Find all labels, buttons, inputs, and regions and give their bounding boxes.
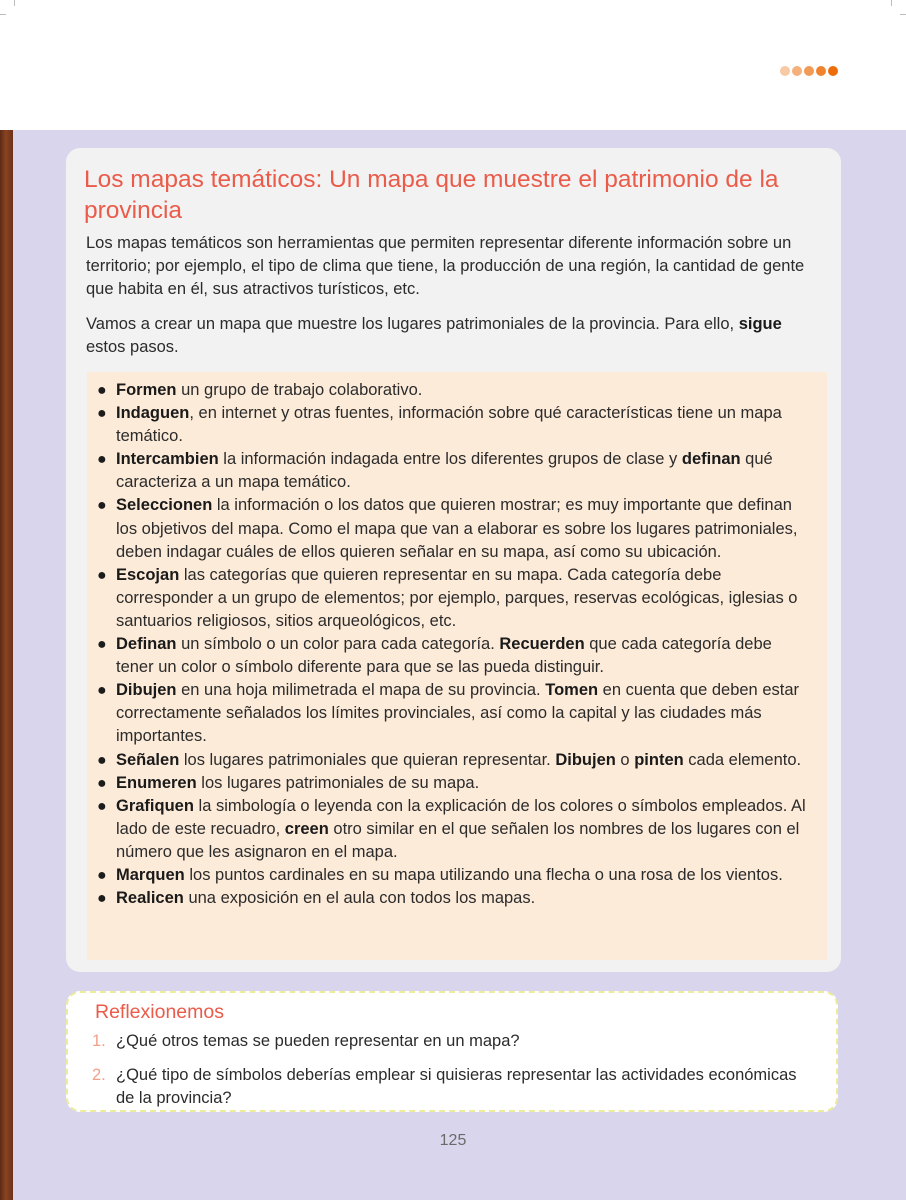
list-item [87, 864, 812, 887]
bullet-icon: ● [97, 866, 107, 884]
list-item [87, 633, 812, 679]
step-text: que cada categoría debe tener un color o símbolo diferente para que se las pueda distinguir. [116, 635, 772, 677]
step-text: la información o los datos que quieren mostrar; es muy importante que definan los objetivos del mapa. Como el mapa que van a elaborar es sobre los lugares patrimoniales, deben indagar cuáles de ellos quieren señalar en su mapa, así como su ubicación. [116, 496, 798, 561]
list-item [87, 749, 812, 772]
step-verb: Intercambien [116, 450, 219, 469]
question-text: ¿Qué otros temas se pueden representar en un mapa? [116, 1032, 520, 1050]
instruction-text: estos pasos. [86, 338, 179, 356]
list-item [87, 795, 812, 864]
decorative-dots [780, 66, 838, 76]
step-verb: Recuerden [499, 635, 585, 654]
bullet-icon: ● [97, 566, 107, 584]
instruction-verb: sigue [738, 315, 782, 333]
step-text: en cuenta que deben estar correctamente señalados los límites provinciales, así como la capital y las ciudades más importantes. [116, 681, 800, 746]
step-verb: Dibujen [116, 681, 177, 700]
dot-icon [804, 66, 814, 76]
crop-mark [14, 0, 15, 6]
bullet-icon: ● [97, 774, 107, 792]
step-text: qué caracteriza a un mapa temático. [116, 450, 773, 492]
list-item [87, 494, 812, 563]
step-verb: Dibujen [555, 750, 616, 769]
dot-icon [780, 66, 790, 76]
step-verb: Enumeren [116, 773, 197, 792]
step-verb: Grafiquen [116, 796, 194, 815]
reflection-title: Reflexionemos [95, 1001, 224, 1023]
bullet-icon: ● [97, 405, 107, 423]
step-text: los lugares patrimoniales de su mapa. [196, 773, 480, 792]
list-item [87, 772, 812, 795]
step-text: un símbolo o un color para cada categoría. [176, 635, 500, 654]
bullet-icon: ● [97, 451, 107, 469]
question-item [92, 1064, 816, 1110]
bullet-icon: ● [97, 382, 107, 399]
step-text: la información indagada entre los diferentes grupos de clase y [218, 450, 682, 469]
list-item [87, 402, 812, 448]
step-text: cada elemento. [683, 750, 802, 769]
step-text: los lugares patrimoniales que quieran representar. [179, 750, 556, 769]
step-verb: Indaguen [116, 404, 190, 423]
book-spine [0, 130, 13, 1200]
step-verb: Señalen [116, 750, 180, 769]
section-title: Los mapas temáticos: Un mapa que muestre el patrimonio de la provincia [84, 166, 779, 224]
bullet-icon: ● [97, 497, 107, 515]
step-verb: Marquen [116, 865, 185, 884]
question-number: 1. [92, 1032, 106, 1050]
step-text: un grupo de trabajo colaborativo. [176, 381, 423, 399]
list-item [87, 564, 812, 633]
step-verb: Realicen [116, 889, 184, 908]
step-verb: Seleccionen [116, 496, 213, 515]
step-text: la simbología o leyenda con la explicación de los colores o símbolos empleados. Al lado de este recuadro, [116, 796, 806, 838]
dot-icon [828, 66, 838, 76]
question-text: ¿Qué tipo de símbolos deberías emplear si quisieras representar las actividades económicas de la provincia? [116, 1066, 797, 1107]
bullet-icon: ● [97, 636, 107, 654]
steps-list [87, 379, 812, 910]
question-item [92, 1030, 792, 1053]
step-text: o [615, 750, 635, 769]
steps-box [87, 372, 827, 960]
list-item [87, 679, 812, 748]
step-text: otro similar en el que señalen los nombres de los lugares con el número que les asignaron en el mapa. [116, 819, 800, 861]
step-text: en una hoja milimetrada el mapa de su provincia. [176, 681, 546, 700]
dot-icon [792, 66, 802, 76]
bullet-icon: ● [97, 797, 107, 815]
list-item [87, 379, 812, 402]
page-number: 125 [439, 1132, 467, 1149]
instruction-text: Vamos a crear un mapa que muestre los lugares patrimoniales de la provincia. Para ello, [86, 315, 739, 333]
list-item [87, 887, 812, 910]
step-text: una exposición en el aula con todos los mapas. [183, 889, 536, 908]
instruction-paragraph [86, 313, 816, 359]
step-verb: Formen [116, 381, 177, 399]
crop-mark [900, 14, 906, 15]
step-text: , en internet y otras fuentes, información sobre qué características tiene un mapa temático. [116, 404, 782, 446]
list-item [87, 448, 812, 494]
step-verb: creen [284, 819, 329, 838]
step-verb: pinten [634, 750, 684, 769]
step-text: las categorías que quieren representar en su mapa. Cada categoría debe corresponder a un grupo de elementos; por ejemplo, parques, reservas ecológicas, iglesias o santuarios religiosos, sitios arqueológicos, etc. [116, 565, 798, 630]
bullet-icon: ● [97, 890, 107, 908]
step-verb: Tomen [545, 681, 599, 700]
bullet-icon: ● [97, 751, 107, 769]
step-text: los puntos cardinales en su mapa utilizando una flecha o una rosa de los vientos. [184, 865, 783, 884]
step-verb: Definan [116, 635, 177, 654]
bullet-icon: ● [97, 682, 107, 700]
dot-icon [816, 66, 826, 76]
crop-mark [0, 14, 6, 15]
intro-paragraph: Los mapas temáticos son herramientas que permiten representar diferente información sobre un territorio; por ejemplo, el tipo de clima que tiene, la producción de una región, la cantidad de gente que habita en él, sus atractivos turísticos, etc. [86, 234, 805, 298]
crop-mark [891, 0, 892, 6]
step-verb: Escojan [116, 565, 180, 584]
question-number: 2. [92, 1066, 106, 1084]
step-verb: definan [681, 450, 741, 469]
